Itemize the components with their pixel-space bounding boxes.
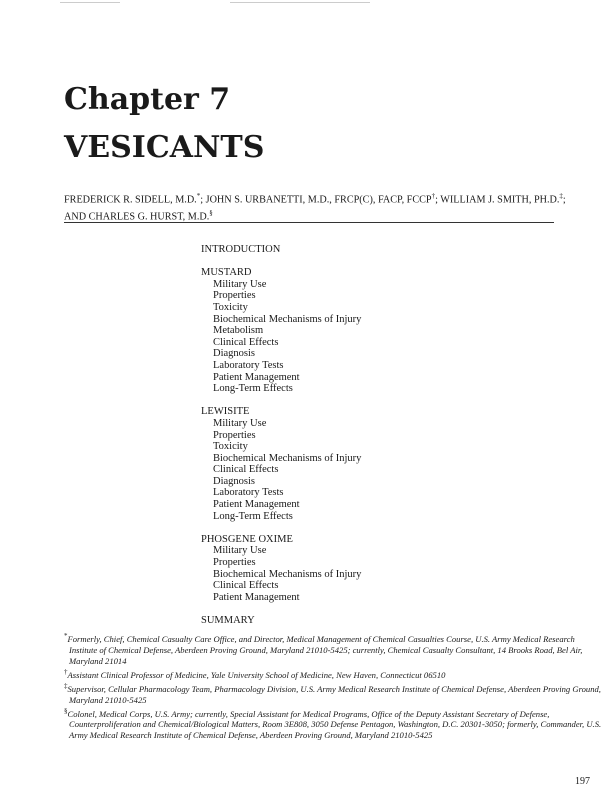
toc-heading: INTRODUCTION: [201, 244, 281, 255]
author: ; WILLIAM J. SMITH, PH.D.: [435, 194, 560, 206]
toc-item: Long-Term Effects: [213, 510, 293, 522]
toc-item: Properties: [213, 429, 256, 441]
footnote-mark: †: [64, 667, 68, 676]
footnote-mark: ‡: [559, 192, 563, 200]
toc-item: Military Use: [213, 278, 267, 290]
footnote: [64, 681, 604, 706]
toc-section: [201, 406, 361, 522]
author: ; JOHN S. URBANETTI, M.D., FRCP(C), FACP, FCCP: [200, 194, 432, 206]
toc-item: Clinical Effects: [213, 336, 279, 348]
toc-item: Biochemical Mechanisms of Injury: [213, 452, 362, 464]
footnotes: [64, 631, 604, 741]
toc-section: [201, 267, 361, 395]
toc-section: [201, 244, 361, 256]
toc-section: [201, 534, 361, 604]
footnote-mark: §: [64, 706, 68, 715]
toc-item: Properties: [213, 290, 256, 302]
toc-item: Toxicity: [213, 441, 248, 453]
toc-item: Clinical Effects: [213, 464, 279, 476]
toc-item: Properties: [213, 557, 256, 569]
footnote: [64, 667, 604, 681]
author-list: [64, 190, 604, 224]
toc-item: Patient Management: [213, 499, 300, 511]
toc-item: Clinical Effects: [213, 580, 279, 592]
toc-heading: SUMMARY: [201, 615, 255, 626]
footnote: [64, 706, 604, 742]
toc-item: Biochemical Mechanisms of Injury: [213, 313, 362, 325]
toc-item: Military Use: [213, 545, 267, 557]
scan-artifact-line: [230, 2, 370, 3]
toc-item: Diagnosis: [213, 348, 255, 360]
toc-item: Toxicity: [213, 301, 248, 313]
toc-heading: LEWISITE: [201, 406, 250, 418]
scan-artifact-line: [60, 2, 120, 3]
author: AND CHARLES G. HURST, M.D.: [64, 211, 210, 223]
separator: ;: [562, 194, 566, 206]
header-rule: [64, 222, 554, 223]
chapter-title: VESICANTS: [64, 130, 265, 165]
toc-item: Laboratory Tests: [213, 487, 284, 499]
page-number: 197: [575, 776, 590, 787]
footnote: [64, 631, 604, 667]
footnote-text: Assistant Clinical Professor of Medicine, Yale University School of Medicine, New Haven, Connecticut 06510: [67, 669, 446, 680]
footnote-mark: †: [431, 192, 436, 200]
toc-item: Patient Management: [213, 591, 300, 603]
footnote-text: Formerly, Chief, Chemical Casualty Care Office, and Director, Medical Management of Chemical Casualties Course, U.S. Army Medical Research Institute of Chemical Defense, Aberdeen Proving Ground, Maryland 21010-5425; currently, Chemical Casualty Consultant, 14 Brooks Road, Bel Air, Maryland 21014: [67, 633, 583, 666]
toc-item: Diagnosis: [213, 475, 255, 487]
author: FREDERICK R. SIDELL, M.D.: [64, 194, 197, 206]
toc-heading: MUSTARD: [201, 267, 252, 279]
footnote-text: Supervisor, Cellular Pharmacology Team, Pharmacology Division, U.S. Army Medical Research Institute of Chemical Defense, Aberdeen Proving Ground, Maryland 21010-5425: [67, 683, 601, 705]
toc-item: Metabolism: [213, 325, 264, 337]
table-of-contents: [201, 244, 361, 627]
chapter-number: Chapter 7: [64, 82, 231, 117]
toc-item: Military Use: [213, 417, 267, 429]
toc-item: Long-Term Effects: [213, 383, 293, 395]
footnote-mark: *: [196, 192, 201, 200]
toc-section: [201, 615, 361, 627]
toc-item: Laboratory Tests: [213, 359, 284, 371]
toc-heading: PHOSGENE OXIME: [201, 533, 293, 545]
toc-item: Biochemical Mechanisms of Injury: [213, 568, 362, 580]
footnote-mark: ‡: [64, 681, 68, 690]
footnote-mark: *: [64, 632, 68, 640]
toc-item: Patient Management: [213, 371, 300, 383]
footnote-mark: §: [209, 208, 213, 217]
footnote-text: Colonel, Medical Corps, U.S. Army; currently, Special Assistant for Medical Programs, Office of the Deputy Assistant Secretary of Defense, Counterproliferation and Chemical/Biological Matters, Room 3E808, 3050 Defense Pentagon, Washington, D.C. 20301-3050; formerly, Commander, U.S. Army Medical Research Institute of Chemical Defense, Aberdeen Proving Ground, Maryland 21010-5425: [67, 708, 602, 741]
